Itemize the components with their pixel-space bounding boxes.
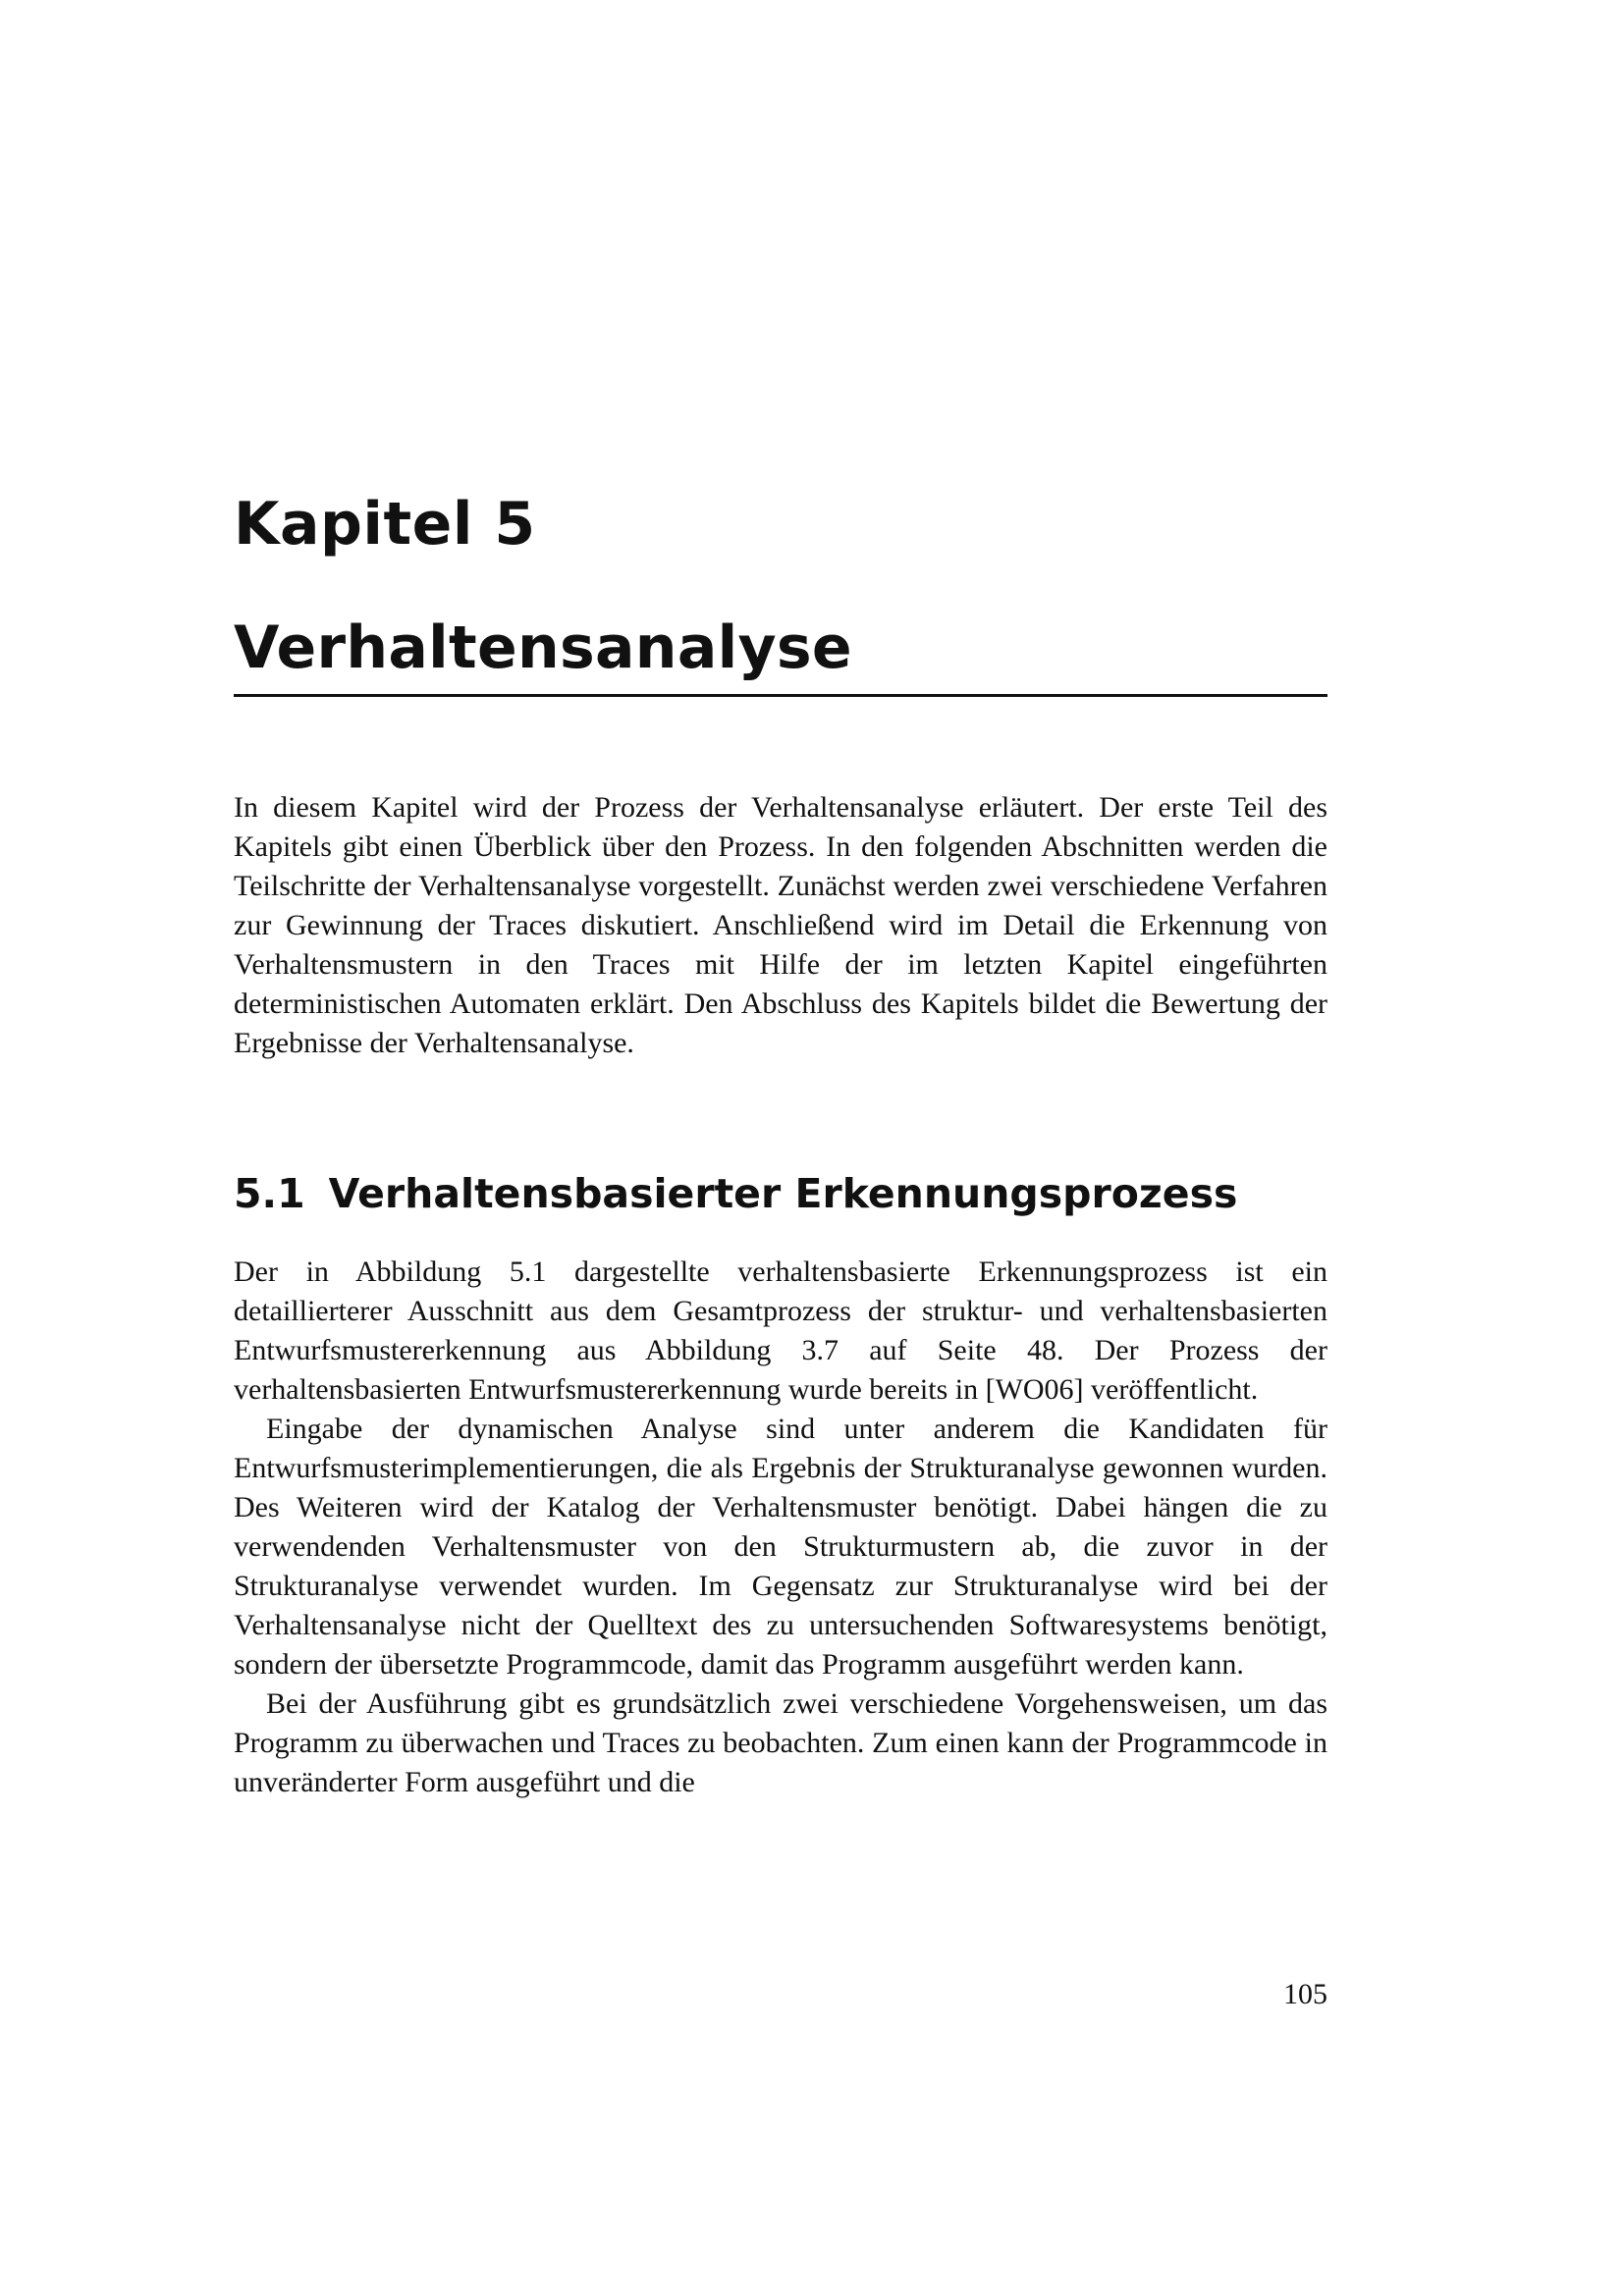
section-heading [234,1166,1237,1221]
section-paragraph-1: Der in Abbildung 5.1 dargestellte verhaltensbasierte Erkennungsprozess ist ein detaillierterer Ausschnitt aus dem Gesamtprozess der struktur- und verhaltensbasierten Entwurfsmustererkennung aus Abbildung 3.7 auf Seite 48. Der Prozess der verhaltensbasierten Entwurfsmustererkennung wurde bereits in [WO06] veröffentlicht. [234,1255,1327,1406]
section-title: Verhaltensbasierter Erkennungsprozess [328,1170,1238,1217]
page-number: 105 [1283,1978,1327,2010]
section-body [234,1253,1327,1802]
chapter-label: Kapitel 5 [234,490,536,559]
intro-paragraph: In diesem Kapitel wird der Prozess der Verhaltensanalyse erläutert. Der erste Teil des Kapitels gibt einen Überblick über den Prozess. In den folgenden Abschnitten werden die Teilschritte der Verhaltensanalyse vorgestellt. Zunächst werden zwei verschiedene Verfahren zur Gewinnung der Traces diskutiert. Anschließend wird im Detail die Erkennung von Verhaltensmustern in den Traces mit Hilfe der im letzten Kapitel eingeführten deterministischen Automaten erklärt. Den Abschluss des Kapitels bildet die Bewertung der Ergebnisse der Verhaltensanalyse. [234,791,1327,1059]
section-paragraph-3: Bei der Ausführung gibt es grundsätzlich zwei verschiedene Vorgehensweisen, um das Programm zu überwachen und Traces zu beobachten. Zum einen kann der Programmcode in unveränderter Form ausgeführt und die [234,1687,1327,1798]
chapter-title: Verhaltensanalyse [234,614,852,682]
chapter-title-rule [234,694,1327,697]
section-number: 5.1 [234,1170,305,1217]
section-paragraph-2: Eingabe der dynamischen Analyse sind unter anderem die Kandidaten für Entwurfsmusterimplementierungen, die als Ergebnis der Strukturanalyse gewonnen wurden. Des Weiteren wird der Katalog der Verhaltensmuster benötigt. Dabei hängen die zu verwendenden Verhaltensmuster von den Strukturmustern ab, die zuvor in der Strukturanalyse verwendet wurden. Im Gegensatz zur Strukturanalyse wird bei der Verhaltensanalyse nicht der Quelltext des zu untersuchenden Softwaresystems benötigt, sondern der übersetzte Programmcode, damit das Programm ausgeführt werden kann. [234,1413,1327,1681]
intro-block [234,788,1327,1063]
